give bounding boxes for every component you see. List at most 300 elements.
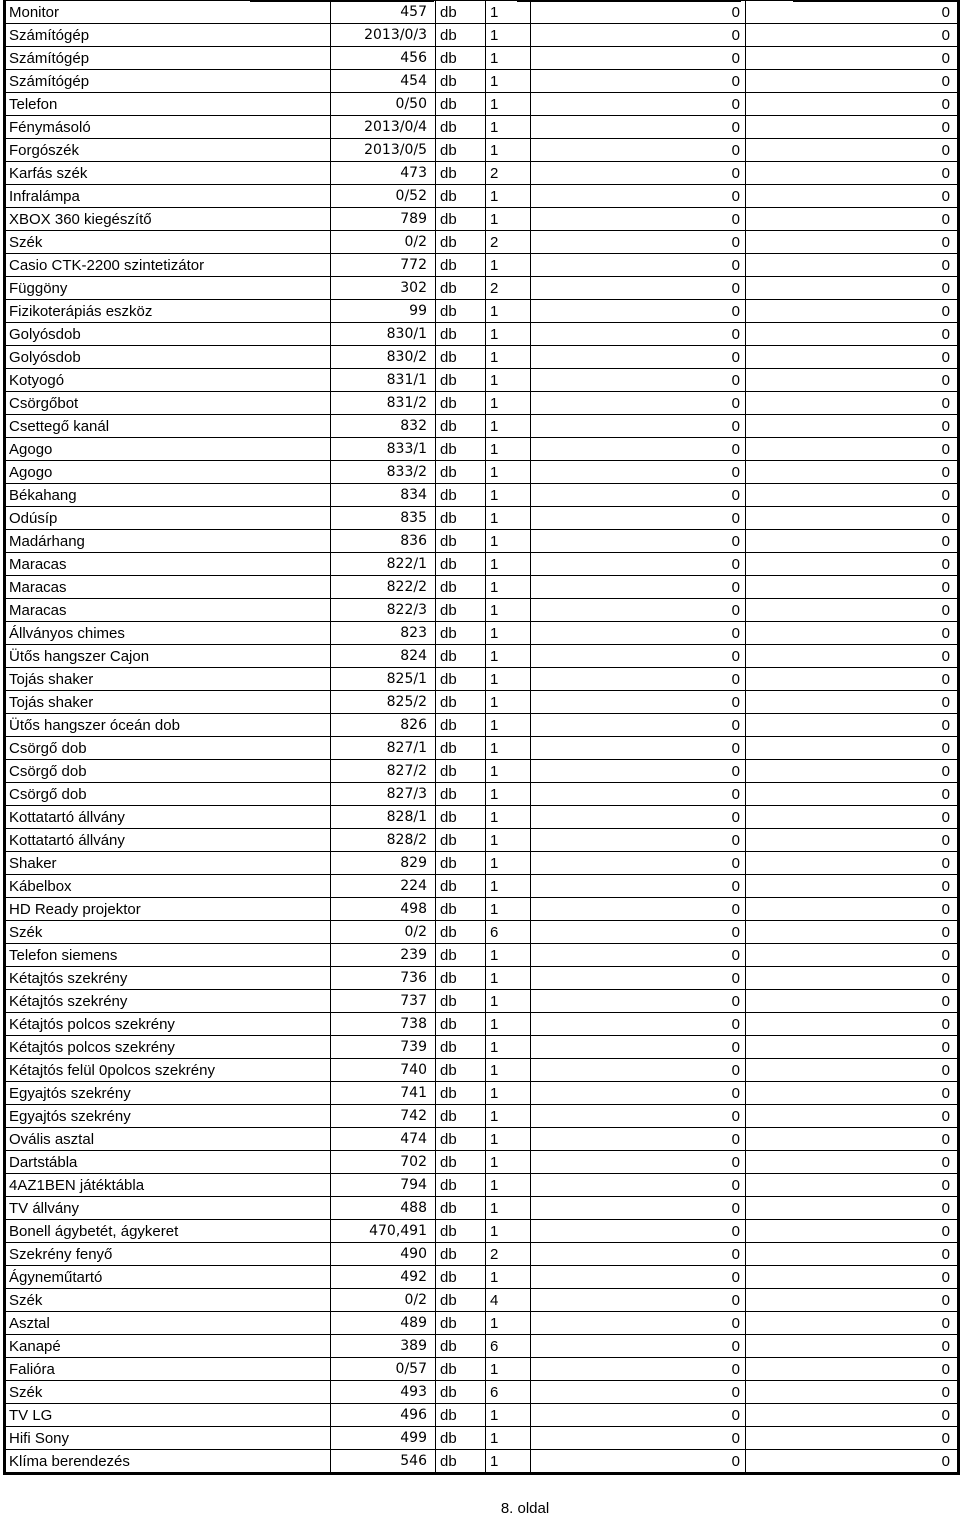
table-row	[5, 576, 959, 599]
depreciated-value-cell: 0	[746, 1105, 959, 1128]
depreciated-value-cell: 0	[746, 1289, 959, 1312]
unit-cell: db	[436, 530, 486, 553]
inventory-number-cell: 822/1	[331, 553, 436, 576]
item-name-cell: Ütős hangszer Cajon	[5, 645, 331, 668]
inventory-number-cell: 738	[331, 1013, 436, 1036]
inventory-number-cell: 828/1	[331, 806, 436, 829]
value-cell: 0	[531, 415, 746, 438]
inventory-number-cell: 499	[331, 1427, 436, 1450]
inventory-number-cell: 789	[331, 208, 436, 231]
item-name-cell: Függöny	[5, 277, 331, 300]
table-row	[5, 369, 959, 392]
item-name-cell: Maracas	[5, 553, 331, 576]
depreciated-value-cell: 0	[746, 1036, 959, 1059]
quantity-cell: 1	[486, 852, 531, 875]
quantity-cell: 1	[486, 1174, 531, 1197]
table-row	[5, 553, 959, 576]
depreciated-value-cell: 0	[746, 323, 959, 346]
inventory-number-cell: 239	[331, 944, 436, 967]
value-cell: 0	[531, 921, 746, 944]
value-cell: 0	[531, 852, 746, 875]
value-cell: 0	[531, 1, 746, 24]
item-name-cell: Golyósdob	[5, 346, 331, 369]
page-footer	[0, 1500, 960, 1517]
depreciated-value-cell: 0	[746, 185, 959, 208]
quantity-cell: 1	[486, 1105, 531, 1128]
quantity-cell: 1	[486, 24, 531, 47]
unit-cell: db	[436, 392, 486, 415]
item-name-cell: Ágyneműtartó	[5, 1266, 331, 1289]
item-name-cell: XBOX 360 kiegészítő	[5, 208, 331, 231]
unit-cell: db	[436, 829, 486, 852]
depreciated-value-cell: 0	[746, 300, 959, 323]
value-cell: 0	[531, 530, 746, 553]
quantity-cell: 1	[486, 70, 531, 93]
value-cell: 0	[531, 875, 746, 898]
quantity-cell: 1	[486, 461, 531, 484]
table-row	[5, 300, 959, 323]
table-row	[5, 1450, 959, 1474]
quantity-cell: 1	[486, 415, 531, 438]
table-row	[5, 783, 959, 806]
inventory-number-cell: 0/50	[331, 93, 436, 116]
item-name-cell: Kanapé	[5, 1335, 331, 1358]
table-row	[5, 691, 959, 714]
value-cell: 0	[531, 1289, 746, 1312]
quantity-cell: 1	[486, 530, 531, 553]
quantity-cell: 1	[486, 737, 531, 760]
unit-cell: db	[436, 415, 486, 438]
quantity-cell: 6	[486, 921, 531, 944]
item-name-cell: Bonell ágybetét, ágykeret	[5, 1220, 331, 1243]
unit-cell: db	[436, 668, 486, 691]
table-row	[5, 829, 959, 852]
item-name-cell: Tojás shaker	[5, 668, 331, 691]
inventory-number-cell: 830/2	[331, 346, 436, 369]
value-cell: 0	[531, 714, 746, 737]
item-name-cell: Fénymásoló	[5, 116, 331, 139]
unit-cell: db	[436, 898, 486, 921]
unit-cell: db	[436, 1105, 486, 1128]
unit-cell: db	[436, 599, 486, 622]
item-name-cell: Kétajtós szekrény	[5, 990, 331, 1013]
quantity-cell: 1	[486, 346, 531, 369]
value-cell: 0	[531, 24, 746, 47]
value-cell: 0	[531, 668, 746, 691]
depreciated-value-cell: 0	[746, 1220, 959, 1243]
item-name-cell: Casio CTK-2200 szintetizátor	[5, 254, 331, 277]
item-name-cell: Szék	[5, 1289, 331, 1312]
depreciated-value-cell: 0	[746, 1, 959, 24]
item-name-cell: Szék	[5, 231, 331, 254]
inventory-number-cell: 834	[331, 484, 436, 507]
inventory-number-cell: 835	[331, 507, 436, 530]
value-cell: 0	[531, 1151, 746, 1174]
quantity-cell: 1	[486, 369, 531, 392]
table-row	[5, 1312, 959, 1335]
inventory-number-cell: 546	[331, 1450, 436, 1474]
depreciated-value-cell: 0	[746, 530, 959, 553]
value-cell: 0	[531, 1427, 746, 1450]
value-cell: 0	[531, 1243, 746, 1266]
quantity-cell: 1	[486, 553, 531, 576]
value-cell: 0	[531, 346, 746, 369]
inventory-number-cell: 826	[331, 714, 436, 737]
table-row	[5, 323, 959, 346]
depreciated-value-cell: 0	[746, 645, 959, 668]
item-name-cell: HD Ready projektor	[5, 898, 331, 921]
unit-cell: db	[436, 1404, 486, 1427]
depreciated-value-cell: 0	[746, 1174, 959, 1197]
value-cell: 0	[531, 1220, 746, 1243]
depreciated-value-cell: 0	[746, 438, 959, 461]
table-row	[5, 1266, 959, 1289]
value-cell: 0	[531, 645, 746, 668]
unit-cell: db	[436, 1243, 486, 1266]
depreciated-value-cell: 0	[746, 783, 959, 806]
table-row	[5, 507, 959, 530]
table-row	[5, 668, 959, 691]
value-cell: 0	[531, 576, 746, 599]
inventory-number-cell: 498	[331, 898, 436, 921]
quantity-cell: 1	[486, 944, 531, 967]
quantity-cell: 1	[486, 208, 531, 231]
depreciated-value-cell: 0	[746, 1197, 959, 1220]
value-cell: 0	[531, 231, 746, 254]
unit-cell: db	[436, 806, 486, 829]
quantity-cell: 2	[486, 1243, 531, 1266]
table-row	[5, 760, 959, 783]
unit-cell: db	[436, 737, 486, 760]
value-cell: 0	[531, 392, 746, 415]
inventory-number-cell: 488	[331, 1197, 436, 1220]
item-name-cell: Agogo	[5, 438, 331, 461]
depreciated-value-cell: 0	[746, 208, 959, 231]
item-name-cell: Kottatartó állvány	[5, 806, 331, 829]
depreciated-value-cell: 0	[746, 24, 959, 47]
quantity-cell: 1	[486, 1128, 531, 1151]
item-name-cell: Asztal	[5, 1312, 331, 1335]
quantity-cell: 1	[486, 116, 531, 139]
item-name-cell: Csörgőbot	[5, 392, 331, 415]
unit-cell: db	[436, 1151, 486, 1174]
item-name-cell: Ütős hangszer óceán dob	[5, 714, 331, 737]
depreciated-value-cell: 0	[746, 921, 959, 944]
table-row	[5, 1151, 959, 1174]
unit-cell: db	[436, 323, 486, 346]
item-name-cell: Csörgő dob	[5, 760, 331, 783]
inventory-number-cell: 825/1	[331, 668, 436, 691]
depreciated-value-cell: 0	[746, 47, 959, 70]
quantity-cell: 1	[486, 93, 531, 116]
unit-cell: db	[436, 438, 486, 461]
inventory-number-cell: 772	[331, 254, 436, 277]
inventory-number-cell: 736	[331, 967, 436, 990]
quantity-cell: 1	[486, 714, 531, 737]
inventory-number-cell: 824	[331, 645, 436, 668]
unit-cell: db	[436, 645, 486, 668]
inventory-number-cell: 740	[331, 1059, 436, 1082]
depreciated-value-cell: 0	[746, 967, 959, 990]
unit-cell: db	[436, 346, 486, 369]
table-row	[5, 1036, 959, 1059]
quantity-cell: 1	[486, 185, 531, 208]
depreciated-value-cell: 0	[746, 1013, 959, 1036]
value-cell: 0	[531, 1174, 746, 1197]
item-name-cell: Csörgő dob	[5, 737, 331, 760]
table-row	[5, 47, 959, 70]
depreciated-value-cell: 0	[746, 1404, 959, 1427]
unit-cell: db	[436, 70, 486, 93]
unit-cell: db	[436, 691, 486, 714]
quantity-cell: 1	[486, 507, 531, 530]
value-cell: 0	[531, 507, 746, 530]
item-name-cell: 4AZ1BEN játéktábla	[5, 1174, 331, 1197]
quantity-cell: 1	[486, 645, 531, 668]
depreciated-value-cell: 0	[746, 93, 959, 116]
value-cell: 0	[531, 1358, 746, 1381]
unit-cell: db	[436, 1312, 486, 1335]
quantity-cell: 1	[486, 1220, 531, 1243]
unit-cell: db	[436, 47, 486, 70]
inventory-number-cell: 741	[331, 1082, 436, 1105]
item-name-cell: Csörgő dob	[5, 783, 331, 806]
table-row	[5, 24, 959, 47]
quantity-cell: 1	[486, 1151, 531, 1174]
table-row	[5, 898, 959, 921]
unit-cell: db	[436, 139, 486, 162]
item-name-cell: Hifi Sony	[5, 1427, 331, 1450]
table-row	[5, 1013, 959, 1036]
inventory-number-cell: 0/2	[331, 1289, 436, 1312]
depreciated-value-cell: 0	[746, 691, 959, 714]
item-name-cell: Maracas	[5, 599, 331, 622]
inventory-number-cell: 454	[331, 70, 436, 93]
unit-cell: db	[436, 1174, 486, 1197]
depreciated-value-cell: 0	[746, 1427, 959, 1450]
item-name-cell: Állványos chimes	[5, 622, 331, 645]
item-name-cell: Békahang	[5, 484, 331, 507]
unit-cell: db	[436, 208, 486, 231]
quantity-cell: 1	[486, 576, 531, 599]
table-row	[5, 1358, 959, 1381]
depreciated-value-cell: 0	[746, 990, 959, 1013]
table-row	[5, 1220, 959, 1243]
depreciated-value-cell: 0	[746, 1128, 959, 1151]
value-cell: 0	[531, 691, 746, 714]
table-row	[5, 990, 959, 1013]
quantity-cell: 1	[486, 622, 531, 645]
table-row	[5, 277, 959, 300]
value-cell: 0	[531, 116, 746, 139]
value-cell: 0	[531, 1059, 746, 1082]
table-row	[5, 1082, 959, 1105]
value-cell: 0	[531, 944, 746, 967]
unit-cell: db	[436, 1059, 486, 1082]
table-row	[5, 1427, 959, 1450]
item-name-cell: Számítógép	[5, 24, 331, 47]
depreciated-value-cell: 0	[746, 576, 959, 599]
item-name-cell: Karfás szék	[5, 162, 331, 185]
value-cell: 0	[531, 990, 746, 1013]
unit-cell: db	[436, 1335, 486, 1358]
item-name-cell: Odúsíp	[5, 507, 331, 530]
quantity-cell: 1	[486, 254, 531, 277]
quantity-cell: 1	[486, 1266, 531, 1289]
unit-cell: db	[436, 783, 486, 806]
item-name-cell: Klíma berendezés	[5, 1450, 331, 1474]
inventory-number-cell: 794	[331, 1174, 436, 1197]
inventory-table	[3, 0, 960, 1475]
depreciated-value-cell: 0	[746, 116, 959, 139]
unit-cell: db	[436, 875, 486, 898]
depreciated-value-cell: 0	[746, 1059, 959, 1082]
unit-cell: db	[436, 1, 486, 24]
inventory-number-cell: 0/57	[331, 1358, 436, 1381]
table-row	[5, 461, 959, 484]
quantity-cell: 1	[486, 1450, 531, 1474]
unit-cell: db	[436, 116, 486, 139]
item-name-cell: Szék	[5, 1381, 331, 1404]
inventory-number-cell: 828/2	[331, 829, 436, 852]
item-name-cell: Kétajtós polcos szekrény	[5, 1036, 331, 1059]
item-name-cell: Maracas	[5, 576, 331, 599]
depreciated-value-cell: 0	[746, 875, 959, 898]
value-cell: 0	[531, 1381, 746, 1404]
unit-cell: db	[436, 369, 486, 392]
item-name-cell: Számítógép	[5, 70, 331, 93]
unit-cell: db	[436, 1450, 486, 1474]
quantity-cell: 1	[486, 1082, 531, 1105]
table-row	[5, 415, 959, 438]
quantity-cell: 1	[486, 300, 531, 323]
value-cell: 0	[531, 806, 746, 829]
inventory-number-cell: 302	[331, 277, 436, 300]
value-cell: 0	[531, 208, 746, 231]
quantity-cell: 2	[486, 277, 531, 300]
quantity-cell: 1	[486, 1013, 531, 1036]
quantity-cell: 1	[486, 438, 531, 461]
table-row	[5, 93, 959, 116]
quantity-cell: 1	[486, 990, 531, 1013]
inventory-number-cell: 822/2	[331, 576, 436, 599]
quantity-cell: 1	[486, 967, 531, 990]
depreciated-value-cell: 0	[746, 1450, 959, 1474]
quantity-cell: 1	[486, 668, 531, 691]
item-name-cell: Szekrény fenyő	[5, 1243, 331, 1266]
depreciated-value-cell: 0	[746, 139, 959, 162]
value-cell: 0	[531, 622, 746, 645]
unit-cell: db	[436, 461, 486, 484]
table-row	[5, 70, 959, 93]
value-cell: 0	[531, 162, 746, 185]
inventory-number-cell: 823	[331, 622, 436, 645]
inventory-number-cell: 742	[331, 1105, 436, 1128]
depreciated-value-cell: 0	[746, 1335, 959, 1358]
value-cell: 0	[531, 369, 746, 392]
unit-cell: db	[436, 1197, 486, 1220]
item-name-cell: Ovális asztal	[5, 1128, 331, 1151]
value-cell: 0	[531, 484, 746, 507]
unit-cell: db	[436, 300, 486, 323]
depreciated-value-cell: 0	[746, 254, 959, 277]
value-cell: 0	[531, 1312, 746, 1335]
depreciated-value-cell: 0	[746, 714, 959, 737]
unit-cell: db	[436, 507, 486, 530]
item-name-cell: Agogo	[5, 461, 331, 484]
value-cell: 0	[531, 1450, 746, 1474]
unit-cell: db	[436, 1289, 486, 1312]
table-row	[5, 1197, 959, 1220]
depreciated-value-cell: 0	[746, 599, 959, 622]
inventory-number-cell: 470,491	[331, 1220, 436, 1243]
unit-cell: db	[436, 1036, 486, 1059]
unit-cell: db	[436, 1381, 486, 1404]
table-row	[5, 162, 959, 185]
table-row	[5, 1335, 959, 1358]
value-cell: 0	[531, 254, 746, 277]
quantity-cell: 2	[486, 231, 531, 254]
inventory-number-cell: 825/2	[331, 691, 436, 714]
inventory-number-cell: 833/2	[331, 461, 436, 484]
value-cell: 0	[531, 47, 746, 70]
inventory-number-cell: 822/3	[331, 599, 436, 622]
value-cell: 0	[531, 1197, 746, 1220]
value-cell: 0	[531, 1105, 746, 1128]
inventory-number-cell: 490	[331, 1243, 436, 1266]
value-cell: 0	[531, 323, 746, 346]
value-cell: 0	[531, 277, 746, 300]
unit-cell: db	[436, 576, 486, 599]
inventory-number-cell: 457	[331, 1, 436, 24]
table-row	[5, 944, 959, 967]
table-row	[5, 599, 959, 622]
table-row	[5, 645, 959, 668]
table-row	[5, 1289, 959, 1312]
table-row	[5, 967, 959, 990]
quantity-cell: 1	[486, 806, 531, 829]
value-cell: 0	[531, 1036, 746, 1059]
quantity-cell: 1	[486, 691, 531, 714]
item-name-cell: Csettegő kanál	[5, 415, 331, 438]
inventory-number-cell: 492	[331, 1266, 436, 1289]
inventory-number-cell: 836	[331, 530, 436, 553]
depreciated-value-cell: 0	[746, 369, 959, 392]
inventory-number-cell: 0/2	[331, 921, 436, 944]
item-name-cell: Számítógép	[5, 47, 331, 70]
unit-cell: db	[436, 93, 486, 116]
quantity-cell: 1	[486, 1358, 531, 1381]
value-cell: 0	[531, 599, 746, 622]
quantity-cell: 1	[486, 1404, 531, 1427]
unit-cell: db	[436, 990, 486, 1013]
value-cell: 0	[531, 185, 746, 208]
table-row	[5, 1381, 959, 1404]
table-row	[5, 231, 959, 254]
unit-cell: db	[436, 277, 486, 300]
unit-cell: db	[436, 1220, 486, 1243]
unit-cell: db	[436, 760, 486, 783]
table-row	[5, 346, 959, 369]
value-cell: 0	[531, 93, 746, 116]
inventory-number-cell: 827/3	[331, 783, 436, 806]
inventory-number-cell: 2013/0/3	[331, 24, 436, 47]
item-name-cell: Szék	[5, 921, 331, 944]
item-name-cell: Monitor	[5, 1, 331, 24]
value-cell: 0	[531, 760, 746, 783]
depreciated-value-cell: 0	[746, 1151, 959, 1174]
value-cell: 0	[531, 438, 746, 461]
